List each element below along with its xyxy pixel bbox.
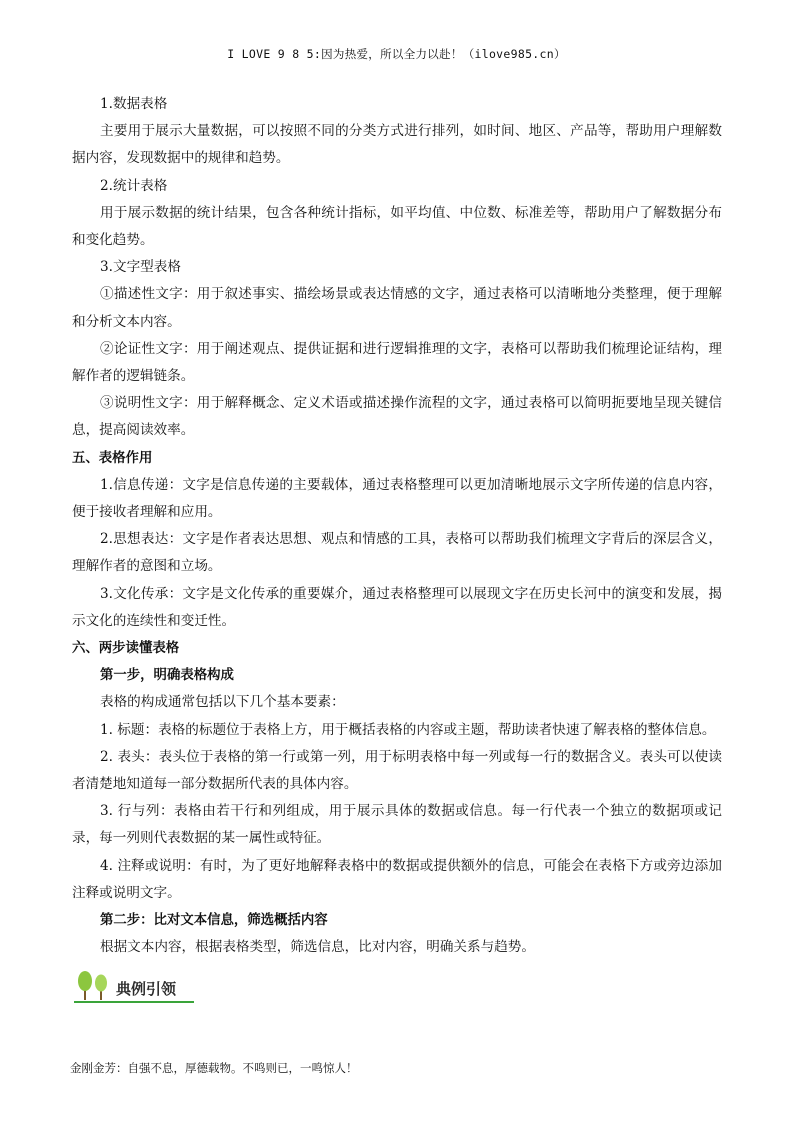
- paragraph: 4. 注释或说明：有时，为了更好地解释表格中的数据或提供额外的信息，可能会在表格下方或旁边添加注释或说明文字。: [72, 857, 722, 901]
- section-heading: 六、两步读懂表格: [72, 641, 180, 657]
- paragraph: 3.文化传承：文字是文化传承的重要媒介，通过表格整理可以展现文字在历史长河中的演变和发展，揭示文化的连续性和变迁性。: [72, 585, 722, 629]
- section-heading: 五、表格作用: [72, 450, 153, 466]
- paragraph: 3. 行与列：表格由若干行和列组成，用于展示具体的数据或信息。每一行代表一个独立的数据项或记录，每一列则代表数据的某一属性或特征。: [72, 803, 722, 847]
- paragraph: 1. 标题：表格的标题位于表格上方，用于概括表格的内容或主题，帮助读者快速了解表格的整体信息。: [100, 721, 716, 738]
- list-item-title: 1.数据表格: [100, 96, 168, 112]
- paragraph: ③说明性文字：用于解释概念、定义术语或描述操作流程的文字，通过表格可以简明扼要地呈现关键信息，提高阅读效率。: [72, 395, 722, 439]
- paragraph: 2. 表头：表头位于表格的第一行或第一列，用于标明表格中每一列或每一行的数据含义。表头可以使读者清楚地知道每一部分数据所代表的具体内容。: [72, 748, 722, 793]
- example-badge: [74, 970, 196, 1004]
- step-heading: 第一步，明确表格构成: [100, 668, 234, 684]
- list-item-title: 3.文字型表格: [100, 259, 181, 276]
- paragraph: 主要用于展示大量数据，可以按照不同的分类方式进行排列，如时间、地区、产品等，帮助用户理解数据内容，发现数据中的规律和趋势。: [72, 123, 722, 167]
- tree-icon: [74, 970, 114, 1002]
- page-header: I LOVE 9 8 5:因为热爱，所以全力以赴！（ilove985.cn）: [227, 47, 566, 61]
- paragraph: 表格的构成通常包括以下几个基本要素：: [100, 694, 345, 711]
- paragraph: 用于展示数据的统计结果，包含各种统计指标，如平均值、中位数、标准差等，帮助用户了解数据分布和变化趋势。: [72, 204, 722, 249]
- page-footer: 金刚金芳：自强不息，厚德载物。不鸣则已，一鸣惊人！: [70, 1061, 358, 1075]
- document-body: [72, 91, 722, 962]
- paragraph: ①描述性文字：用于叙述事实、描绘场景或表达情感的文字，通过表格可以清晰地分类整理，便于理解和分析文本内容。: [72, 286, 722, 330]
- paragraph: ②论证性文字：用于阐述观点、提供证据和进行逻辑推理的文字，表格可以帮助我们梳理论证结构，理解作者的逻辑链条。: [72, 340, 722, 385]
- badge-label: 典例引领: [116, 980, 177, 998]
- badge-underline: [74, 1001, 194, 1003]
- paragraph: 根据文本内容，根据表格类型，筛选信息，比对内容，明确关系与趋势。: [100, 939, 535, 956]
- paragraph: 2.思想表达：文字是作者表达思想、观点和情感的工具，表格可以帮助我们梳理文字背后的深层含义，理解作者的意图和立场。: [72, 531, 722, 575]
- step-heading: 第二步：比对文本信息，筛选概括内容: [100, 913, 328, 929]
- list-item-title: 2.统计表格: [100, 177, 168, 194]
- paragraph: 1.信息传递：文字是信息传递的主要载体，通过表格整理可以更加清晰地展示文字所传递的信息内容，便于接收者理解和应用。: [72, 476, 722, 521]
